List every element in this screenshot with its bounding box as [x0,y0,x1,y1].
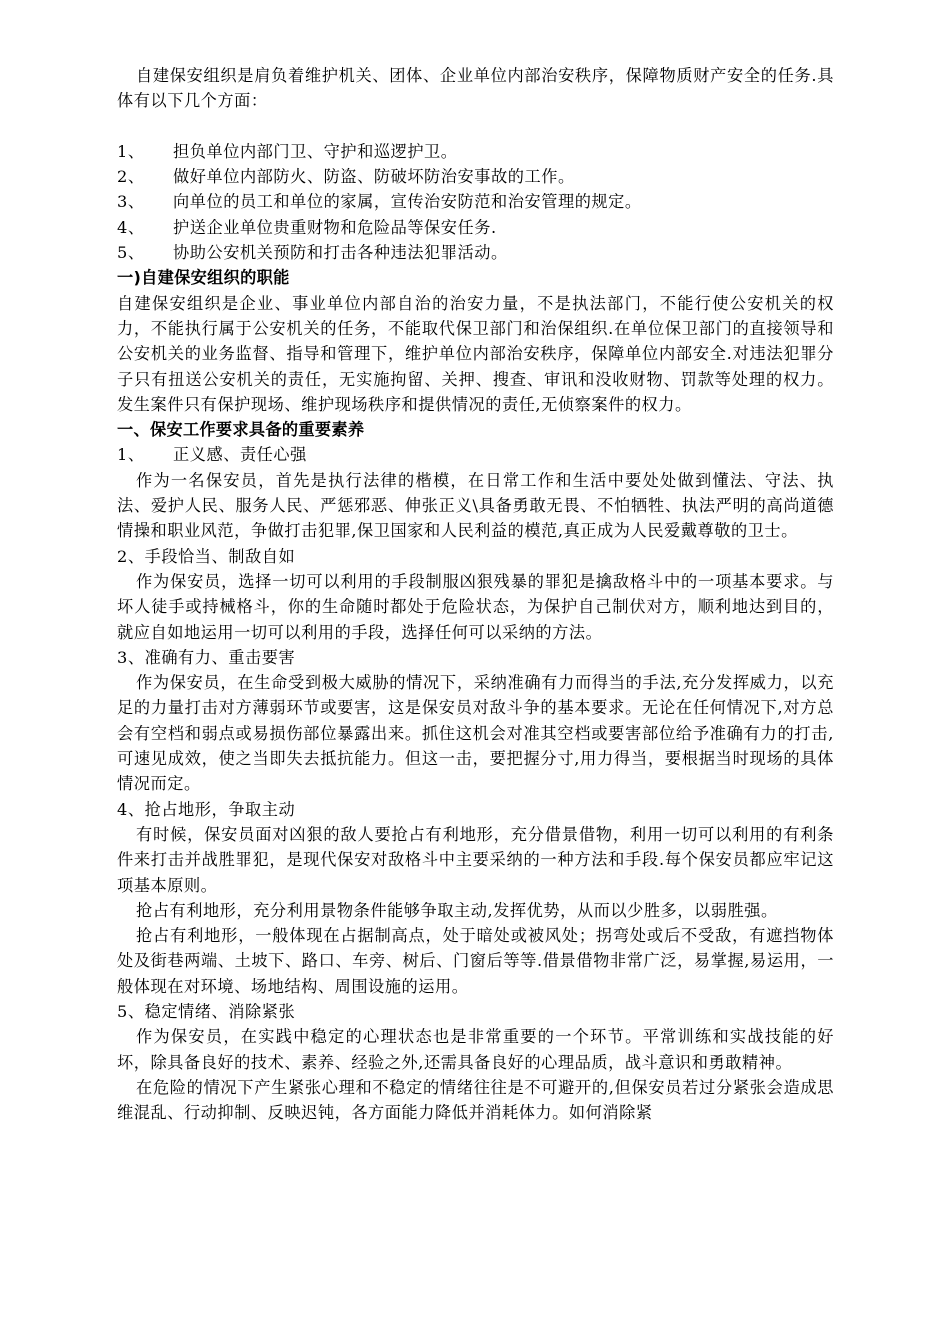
body-paragraph: 作为保安员，在实践中稳定的心理状态也是非常重要的一个环节。平常训练和实战技能的好坏，除具备良好的技术、素养、经验之外,还需具备良好的心理品质，战斗意识和勇敢精神。 [117,1027,834,1072]
subheading-5: 5、稳定情绪、消除紧张 [117,1001,296,1021]
task-text: 担负单位内部门卫、守护和巡逻护卫。 [173,141,458,161]
task-number: 2、 [117,167,145,187]
task-number: 4、 [117,217,145,237]
document-page [117,63,834,1125]
body-paragraph: 在危险的情况下产生紧张心理和不稳定的情绪往往是不可避开的,但保安员若过分紧张会造成思维混乱、行动抑制、反映迟钝，各方面能力降低并消耗体力。如何消除紧 [117,1077,834,1123]
intro-paragraph: 自建保安组织是肩负着维护机关、团体、企业单位内部治安秩序，保障物质财产安全的任务.具体有以下几个方面： [117,66,834,111]
subheading-number: 1、 [117,445,145,465]
functions-paragraph: 自建保安组织是企业、事业单位内部自治的治安力量，不是执法部门，不能行使公安机关的权力，不能执行属于公安机关的任务，不能取代保卫部门和治保组织.在单位保卫部门的直接领导和公安机关的业务监督、指导和管理下，维护单位内部治安秩序，保障单位内部安全.对违法犯罪分子只有扭送公安机关的责任，无实施拘留、关押、搜查、审讯和没收财物、罚款等处理的权力。发生案件只有保护现场、维护现场秩序和提供情况的责任,无侦察案件的权力。 [117,293,834,414]
body-paragraph: 作为保安员，在生命受到极大威胁的情况下，采纳准确有力而得当的手法,充分发挥威力，以充足的力量打击对方薄弱环节或要害，这是保安员对敌斗争的基本要求。无论在任何情况下,对方总会有空档和弱点或易损伤部位暴露出来。抓住这机会对准其空档或要害部位给予准确有力的打击,可速见成效，使之当即失去抵抗能力。但这一击，要把握分寸,用力得当，要根据当时现场的具体情况而定。 [117,673,834,794]
task-item-4 [117,215,834,240]
task-item-1 [117,139,834,164]
subheading-4: 4、抢占地形，争取主动 [117,799,296,819]
subheading-2: 2、手段恰当、制敌自如 [117,546,296,566]
task-item-5 [117,240,834,265]
body-paragraph: 抢占有利地形，一般体现在占据制高点，处于暗处或被风处；拐弯处或后不受敌，有遮挡物体处及街巷两端、土坡下、路口、车旁、树后、门窗后等等.借景借物非常广泛，易掌握,易运用，一般体现在对环境、场地结构、周围设施的运用。 [117,926,834,996]
task-text: 协助公安机关预防和打击各种违法犯罪活动。 [173,243,508,263]
blank-line [117,114,834,139]
task-item-3 [117,189,834,214]
body-paragraph: 抢占有利地形，充分利用景物条件能够争取主动,发挥优势，从而以少胜多，以弱胜强。 [136,900,778,920]
task-number: 3、 [117,192,145,212]
task-text: 向单位的员工和单位的家属，宣传治安防范和治安管理的规定。 [173,192,642,212]
task-number: 1、 [117,141,145,161]
task-item-2 [117,164,834,189]
body-paragraph: 有时候，保安员面对凶狠的敌人要抢占有利地形，充分借景借物，利用一切可以利用的有利条件来打击并战胜罪犯，是现代保安对敌格斗中主要采纳的一种方法和手段.每个保安员都应牢记这项基本原则。 [117,824,834,895]
section-heading-qualities: 一、保安工作要求具备的重要素养 [117,420,365,440]
task-text: 护送企业单位贵重财物和危险品等保安任务. [173,217,497,237]
body-paragraph: 作为一名保安员，首先是执行法律的楷模，在日常工作和生活中要处处做到懂法、守法、执法、爱护人民、服务人民、严惩邪恶、伸张正义\具备勇敢无畏、不怕牺牲、执法严明的高尚道德情操和职业风范，争做打击犯罪,保卫国家和人民利益的模范,真正成为人民爱戴尊敬的卫士。 [117,470,834,541]
subheading-text: 正义感、责任心强 [173,445,307,465]
subheading-3: 3、准确有力、重击要害 [117,647,296,667]
section-heading-functions: 一)自建保安组织的职能 [117,268,290,288]
body-paragraph: 作为保安员，选择一切可以利用的手段制服凶狠残暴的罪犯是擒敌格斗中的一项基本要求。与坏人徒手或持械格斗，你的生命随时都处于危险状态，为保护自己制伏对方，顺利地达到目的，就应自如地运用一切可以利用的手段，选择任何可以采纳的方法。 [117,571,834,642]
task-text: 做好单位内部防火、防盗、防破坏防治安事故的工作。 [173,167,575,187]
subheading-1 [117,442,834,467]
task-number: 5、 [117,243,145,263]
